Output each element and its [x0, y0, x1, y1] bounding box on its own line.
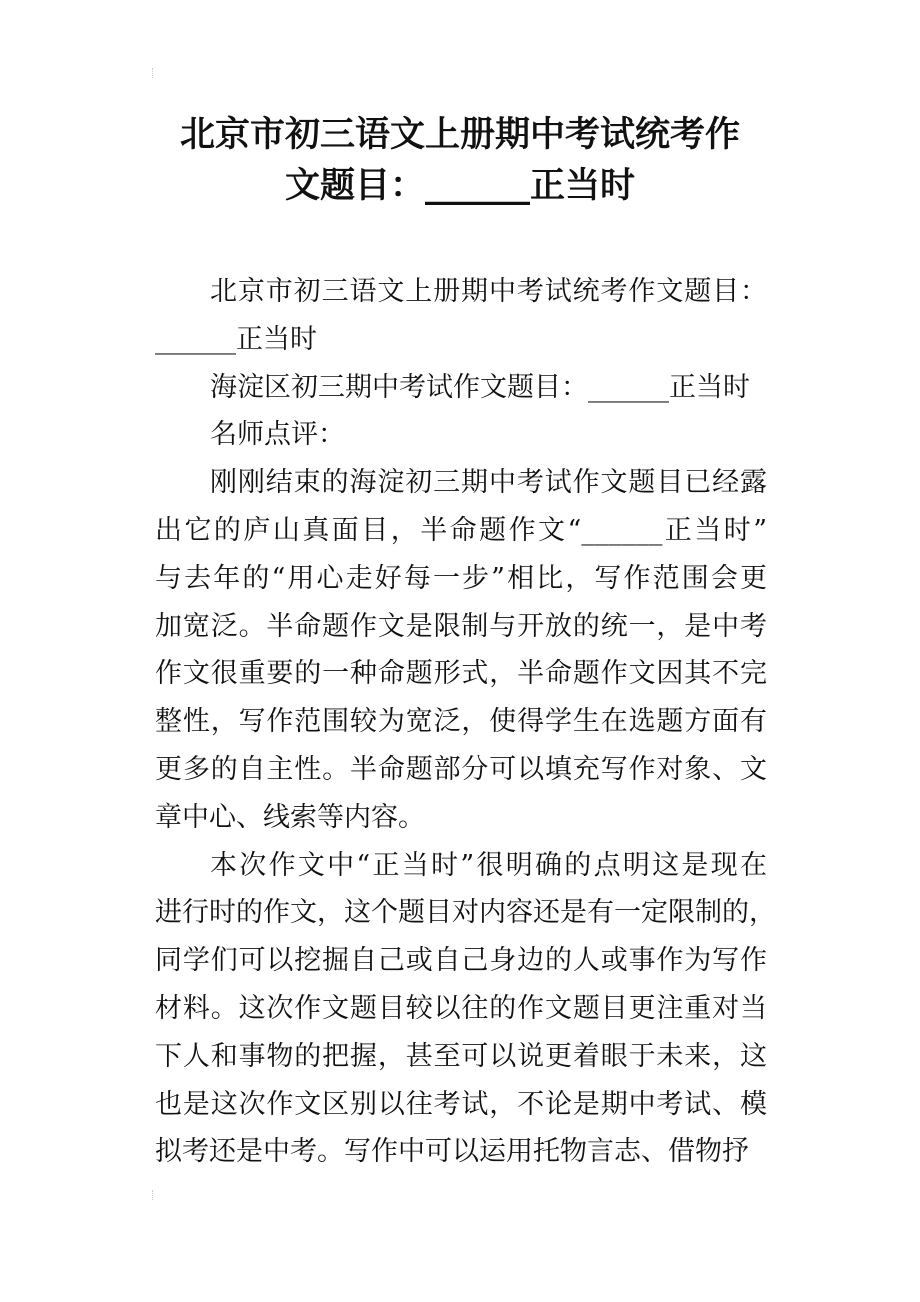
- paragraph-line: 名师点评：: [210, 419, 345, 451]
- corner-mark-top: [152, 68, 156, 78]
- paragraph-line: 刚刚结束的海淀初三期中考试作文题目已经露: [210, 467, 767, 499]
- paragraph-line: 进行时的作文，这个题目对内容还是有一定限制的，: [155, 897, 776, 929]
- paragraph: [155, 411, 767, 459]
- paragraph-line: 整性，写作范围较为宽泛，使得学生在选题方面有: [155, 706, 767, 738]
- paragraph: [155, 842, 776, 1177]
- paragraph-line: 海淀区初三期中考试作文题目：______正当时: [210, 371, 750, 403]
- paragraph-line: 与去年的“用心走好每一步”相比，写作范围会更: [155, 562, 767, 594]
- document-title: [0, 110, 920, 212]
- title-line: 文题目：______正当时: [284, 166, 635, 206]
- paragraph-line: 出它的庐山真面目，半命题作文“______正当时”: [155, 514, 767, 546]
- paragraph-line: 也是这次作文区别以往考试，不论是期中考试、模: [155, 1088, 767, 1120]
- paragraph: [155, 459, 767, 841]
- paragraph-line: 章中心、线索等内容。: [155, 801, 425, 833]
- paragraph-line: 同学们可以挖掘自己或自己身边的人或事作为写作: [155, 945, 767, 977]
- title-line: 北京市初三语文上册期中考试统考作: [179, 115, 740, 155]
- paragraph-line: 更多的自主性。半命题部分可以填充写作对象、文: [155, 753, 767, 785]
- corner-mark-bottom: [152, 1190, 156, 1200]
- paragraph-line: 北京市初三语文上册期中考试统考作文题目：: [210, 276, 767, 307]
- paragraph-line: 本次作文中“正当时”很明确的点明这是现在: [210, 849, 767, 881]
- paragraph-line: 下人和事物的把握，甚至可以说更着眼于未来，这: [155, 1040, 767, 1072]
- paragraph: [155, 268, 767, 364]
- paragraph-line: 拟考还是中考。写作中可以运用托物言志、借物抒: [155, 1136, 749, 1168]
- paragraph-line: 作文很重要的一种命题形式，半命题作文因其不完: [155, 658, 767, 690]
- paragraph-line: 加宽泛。半命题作文是限制与开放的统一，是中考: [155, 610, 767, 642]
- paragraph-line: ______正当时: [155, 323, 317, 355]
- document-body: [155, 268, 776, 1176]
- paragraph: [155, 364, 767, 412]
- paragraph-line: 材料。这次作文题目较以往的作文题目更注重对当: [155, 992, 767, 1024]
